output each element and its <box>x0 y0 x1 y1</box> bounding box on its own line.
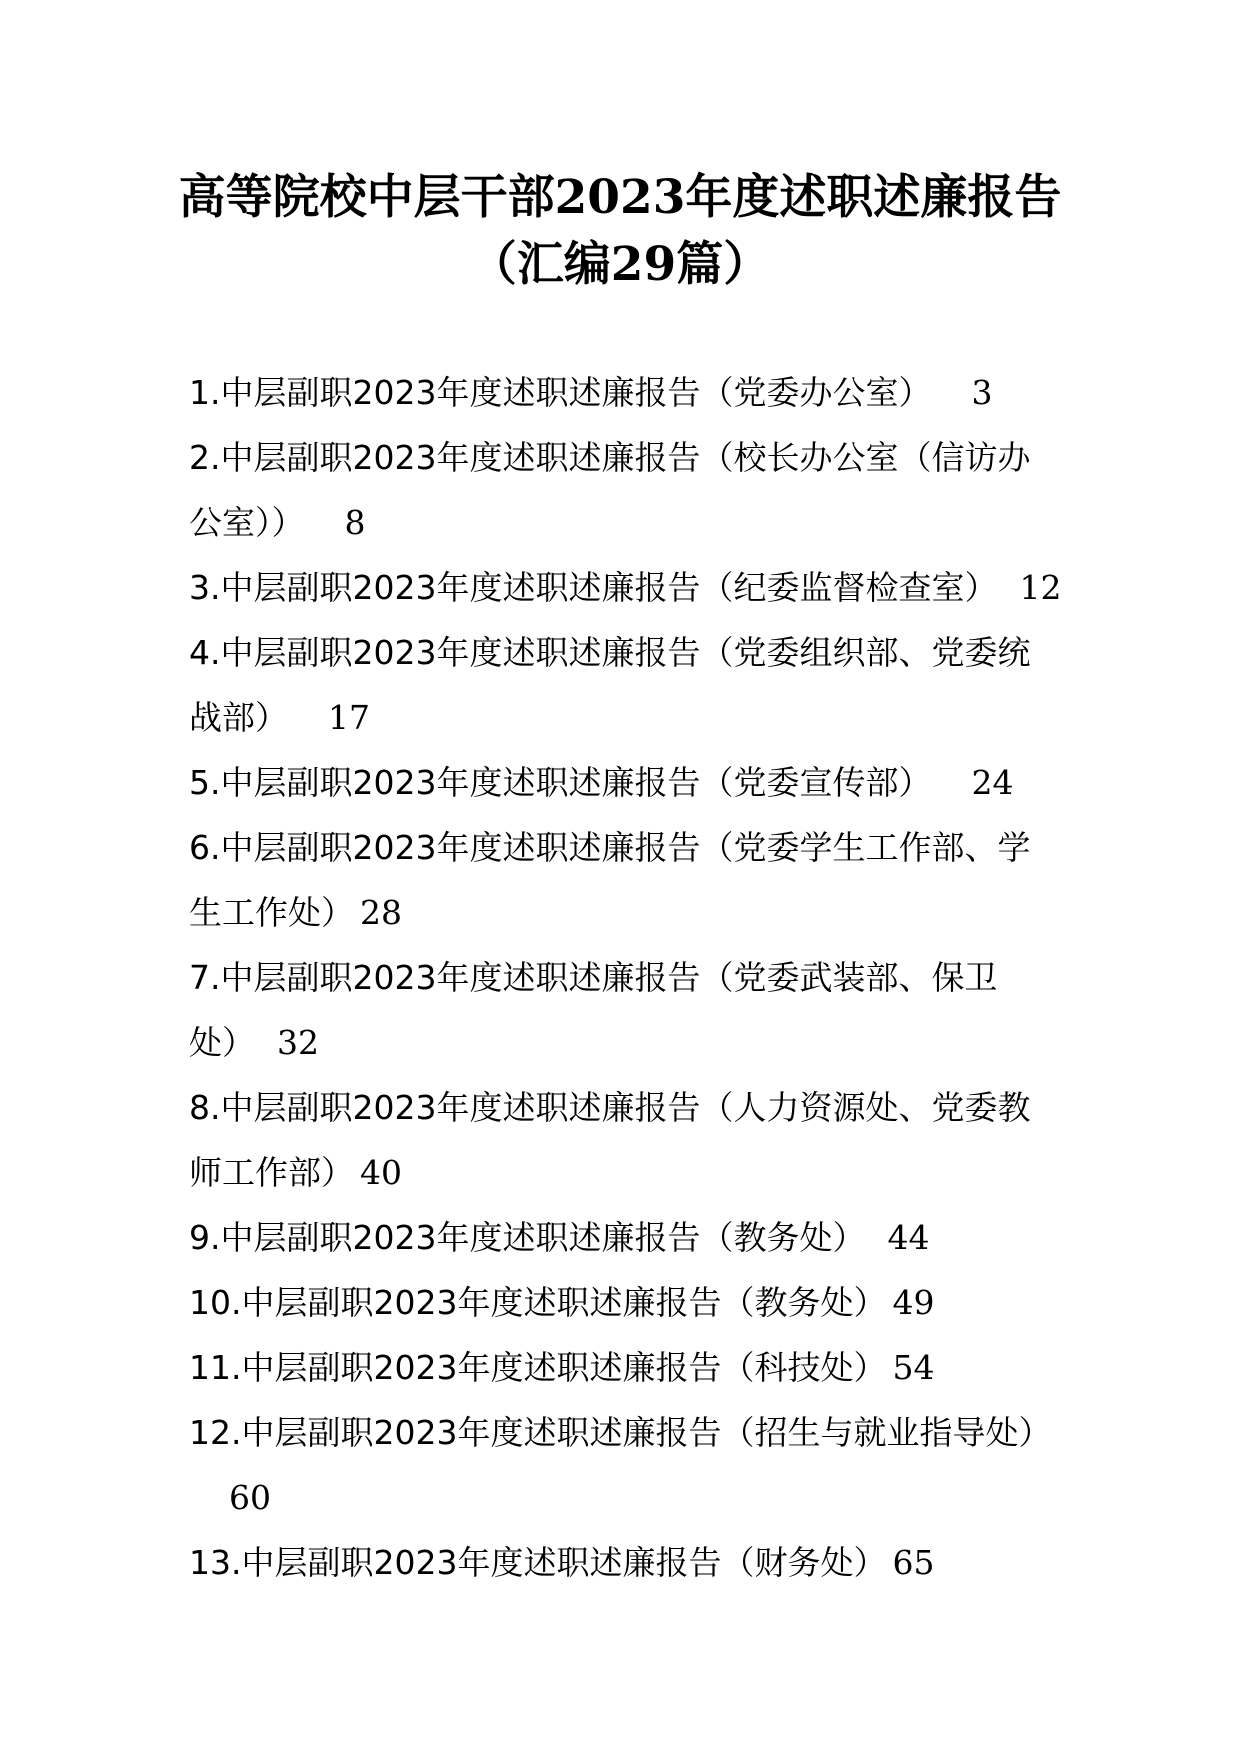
toc-entry-text: 12.中层副职2023年度述职述廉报告（招生与就业指导处） <box>189 1413 1052 1452</box>
toc-entry-8[interactable] <box>189 1075 1057 1140</box>
toc-page-number: 24 <box>971 763 1014 802</box>
toc-entry-11[interactable] <box>189 1335 1057 1400</box>
toc-entry-text: 9.中层副职2023年度述职述廉报告（教务处） <box>189 1218 866 1257</box>
toc-entry-12-continued[interactable] <box>189 1465 1057 1530</box>
toc-entry-3[interactable] <box>189 555 1062 620</box>
toc-entry-2-continued[interactable] <box>189 490 1057 555</box>
toc-entry-text: 10.中层副职2023年度述职述廉报告（教务处） <box>189 1283 887 1322</box>
toc-entry-9[interactable] <box>189 1205 1057 1270</box>
toc-entry-text: 8.中层副职2023年度述职述廉报告（人力资源处、党委教 <box>189 1088 1031 1127</box>
toc-page-number: 44 <box>887 1218 930 1257</box>
toc-entry-10[interactable] <box>189 1270 1057 1335</box>
toc-page-number: 65 <box>892 1543 935 1582</box>
toc-page-number: 40 <box>360 1153 402 1192</box>
toc-entry-text: 1.中层副职2023年度述职述廉报告（党委办公室） <box>189 373 932 412</box>
toc-entry-text: 战部） <box>189 698 288 737</box>
toc-entry-text: 6.中层副职2023年度述职述廉报告（党委学生工作部、学 <box>189 828 1031 867</box>
toc-entry-text: 5.中层副职2023年度述职述廉报告（党委宣传部） <box>189 763 932 802</box>
toc-entry-text: 4.中层副职2023年度述职述廉报告（党委组织部、党委统 <box>189 633 1031 672</box>
table-of-contents <box>189 360 1062 1595</box>
toc-entry-text: 2.中层副职2023年度述职述廉报告（校长办公室（信访办 <box>189 438 1031 477</box>
toc-entry-text: 公室）） <box>189 503 305 542</box>
toc-entry-2[interactable] <box>189 425 1057 490</box>
toc-entry-text: 3.中层副职2023年度述职述廉报告（纪委监督检查室） <box>189 568 998 607</box>
toc-entry-6-continued[interactable] <box>189 880 1057 945</box>
toc-page-number: 49 <box>892 1283 935 1322</box>
toc-entry-1[interactable] <box>189 360 1057 425</box>
toc-entry-7-continued[interactable] <box>189 1010 1057 1075</box>
toc-entry-7[interactable] <box>189 945 1057 1010</box>
document-subtitle: （汇编29篇） <box>469 237 771 292</box>
toc-entry-text: 7.中层副职2023年度述职述廉报告（党委武装部、保卫 <box>189 958 998 997</box>
toc-entry-text: 师工作部） <box>189 1153 354 1192</box>
toc-entry-text: 处） <box>189 1023 255 1062</box>
toc-page-number: 32 <box>277 1023 319 1062</box>
toc-entry-text: 生工作处） <box>189 893 354 932</box>
toc-page-number: 12 <box>1019 568 1062 607</box>
toc-entry-8-continued[interactable] <box>189 1140 1057 1205</box>
toc-page-number: 8 <box>344 503 366 542</box>
toc-entry-4[interactable] <box>189 620 1057 685</box>
toc-entry-4-continued[interactable] <box>189 685 1057 750</box>
toc-entry-5[interactable] <box>189 750 1057 815</box>
toc-entry-text: 11.中层副职2023年度述职述廉报告（科技处） <box>189 1348 887 1387</box>
toc-entry-12[interactable] <box>189 1400 1057 1465</box>
toc-page-number: 17 <box>328 698 370 737</box>
document-title: 高等院校中层干部2023年度述职述廉报告 <box>178 170 1062 225</box>
toc-entry-text: 13.中层副职2023年度述职述廉报告（财务处） <box>189 1543 887 1582</box>
toc-page-number: 60 <box>229 1478 271 1517</box>
toc-entry-13[interactable] <box>189 1530 1057 1595</box>
toc-page-number: 54 <box>892 1348 935 1387</box>
toc-page-number: 28 <box>360 893 402 932</box>
toc-page-number: 3 <box>971 373 993 412</box>
toc-entry-6[interactable] <box>189 815 1057 880</box>
